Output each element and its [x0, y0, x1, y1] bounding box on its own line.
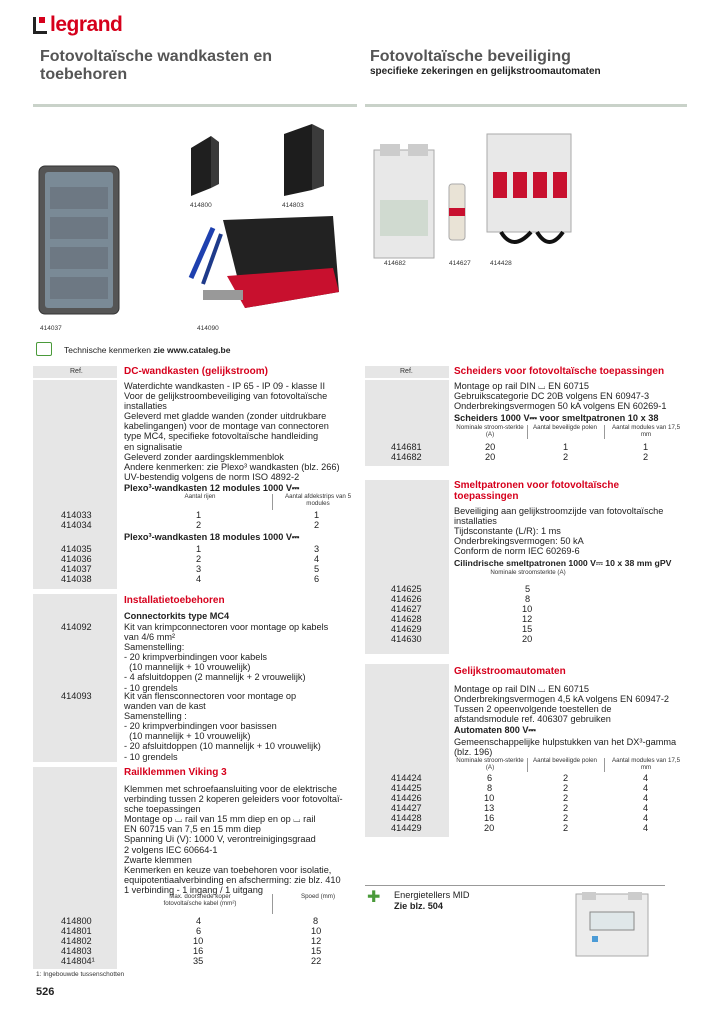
table-row: 414033 1 1: [61, 510, 320, 520]
inst-desc1: Kit van krimpconnectoren voor montage op kabels van 4/6 mm² Samenstelling: - 20 krimpverbindingen voor kabels (10 mannelijk + 10 vrouwelijk) - 4 afsluitdoppen (2 mannelijk + 2 vrouwelijk) - 10 grendels: [124, 622, 329, 693]
rail-terminal-large-image: [278, 120, 328, 198]
sch-table: [365, 442, 695, 462]
table-row: 414425 8 2 4: [391, 783, 649, 793]
dc-col-strips: Aantal afdekstrips van 5 modules: [284, 493, 352, 507]
caption-414428: 414428: [490, 260, 512, 267]
gel-description: Montage op rail DIN ⌴ EN 60715 Onderbrekingsvermogen 4,5 kA volgens EN 60947-2 Tussen 2 opeenvolgende toestellen de afstandsmodule ref. 406307 gebruiken: [454, 684, 670, 725]
section-installation-title: Installatietoebehoren: [124, 595, 225, 606]
technical-info-icon: [36, 342, 52, 356]
ref-header-left: Ref.: [70, 368, 83, 375]
caption-414800: 414800: [190, 202, 212, 209]
table-row: 414037 3 5: [61, 564, 320, 574]
table-row: 414801 6 10: [61, 926, 322, 936]
caption-414803: 414803: [282, 202, 304, 209]
table-row: 414804¹ 35 22: [61, 956, 322, 966]
table-row: 414429 20 2 4: [391, 823, 649, 833]
left-page-title: Fotovoltaïsche wandkasten en toebehoren: [40, 48, 273, 83]
dc-col-rows: Aantal rijen: [184, 493, 216, 500]
tech-note: Technische kenmerken zie www.cataleg.be: [64, 345, 231, 355]
table-row: 414428 16 2 4: [391, 813, 649, 823]
legrand-logo: [33, 14, 122, 36]
connector-kit-image: [183, 212, 343, 320]
table-row: 414625 5: [391, 584, 531, 594]
page-number: 526: [36, 986, 55, 998]
table-row: 414034 2 2: [61, 520, 320, 530]
inst-ref1: 414092: [61, 622, 92, 632]
gel-col2: Aantal beveiligde polen: [533, 757, 597, 764]
sch-sub: Scheiders 1000 V⎓ voor smeltpatronen 10 x 38: [454, 413, 659, 423]
table-row: 414802 10 12: [61, 936, 322, 946]
section-rail-title: Railklemmen Viking 3: [124, 767, 227, 778]
gel-description-2: Gemeenschappelijke hulpstukken van het DX³-gamma (blz. 196): [454, 737, 677, 758]
table-row: 414626 8: [391, 594, 531, 604]
inst-sub: Connectorkits type MC4: [124, 611, 230, 621]
smelt-description: Beveiliging aan gelijkstroomzijde van fotovoltaïsche installaties Tijdsconstante (L/R): 1 ms Onderbrekingsvermogen: 50 kA Conform de norm IEC 60269-6: [454, 506, 664, 557]
right-page-subtitle: specifieke zekeringen en gelijkstroomautomaten: [370, 66, 601, 77]
rail-col-pitch: Spoed (mm): [300, 893, 336, 900]
gel-table: [365, 773, 695, 833]
table-row: 414427 13 2 4: [391, 803, 649, 813]
table-row: 414426 10 2 4: [391, 793, 649, 803]
header-rule-left: [33, 104, 357, 107]
caption-414682: 414682: [384, 260, 406, 267]
caption-414627: 414627: [449, 260, 471, 267]
inst-ref2: 414093: [61, 691, 92, 701]
table-row: 414682 20 2 2: [391, 452, 649, 462]
sch-col2: Aantal beveiligde polen: [533, 424, 597, 431]
smelt-table: [365, 584, 695, 644]
fuse-cartridge-image: [447, 180, 467, 244]
caption-414090: 414090: [197, 325, 219, 332]
dc-table-1: [33, 510, 363, 530]
tech-link[interactable]: zie www.cataleg.be: [153, 345, 231, 355]
section-disconnector-title: Scheiders voor fotovoltaïsche toepassingen: [454, 366, 665, 377]
rail-description: Klemmen met schroefaansluiting voor de elektrische verbinding tussen 2 koperen geleiders voor fotovoltaï- sche toepassingen Montage op ⌴ rail van 15 mm diep en op ⌴ rail EN 60715 van 7,5 en 15 mm diep Spanning Ui (V): 1000 V, verontreinigingsgraad 2 volgens IEC 60664-1 Zwarte klemmen Kenmerken en keuze van toebehoren voor isolatie, equipotentiaalverbinding en afscherming: zie blz. 410 1 verbinding - 1 ingang / 1 uitgang: [124, 784, 343, 895]
sch-col3: Aantal modules van 17,5 mm: [611, 424, 681, 438]
table-row: 414038 4 6: [61, 574, 320, 584]
table-row: 414627 10: [391, 604, 533, 614]
gel-col3: Aantal modules van 17,5 mm: [611, 757, 681, 771]
table-row: 414681 20 1 1: [391, 442, 649, 452]
plus-icon: ✚: [367, 889, 381, 906]
inst-desc2: Kit van flensconnectoren voor montage op wanden van de kast Samenstelling : - 20 krimpverbindingen voor basissen (10 mannelijk + 10 vrouwelijk) - 20 afsluitdoppen (10 mannelijk + 10 vrouwelijk) - 10 grendels: [124, 691, 321, 762]
table-row: 414424 6 2 4: [391, 773, 649, 783]
sch-description: Montage op rail DIN ⌴ EN 60715 Gebruikscategorie DC 20B volgens EN 60947-3 Onderbrekingsvermogen 50 kA volgens EN 60269-1: [454, 381, 667, 412]
energy-meter-image: [572, 888, 652, 960]
gel-col1: Nominale stroom-sterkte (A): [456, 757, 524, 771]
footnote: 1: Ingebouwde tussenschotten: [36, 971, 125, 978]
wall-cabinet-image: [38, 165, 120, 315]
energy-link[interactable]: Zie blz. 504: [394, 901, 444, 911]
sch-col1: Nominale stroom-sterkte (A): [456, 424, 524, 438]
right-page-title: Fotovoltaïsche beveiliging: [370, 48, 571, 65]
smelt-col1: Nominale stroomsterkte (A): [490, 569, 566, 576]
rail-terminal-image: [183, 128, 223, 198]
table-row: 414800 4 8: [61, 916, 319, 926]
table-row: 414629 15: [391, 624, 533, 634]
section-dc-title: DC-wandkasten (gelijkstroom): [124, 366, 268, 377]
ref-header-right: Ref.: [400, 368, 413, 375]
rail-col-section: Max. doorsnede koper fotovoltaïsche kabel (mm²): [163, 893, 237, 907]
caption-414037: 414037: [40, 325, 62, 332]
dc-sub1: Plexo³-wandkasten 12 modules 1000 V⎓: [124, 483, 300, 493]
header-rule-right: [365, 104, 687, 107]
energy-label: Energietellers MID: [394, 890, 470, 900]
dc-sub2: Plexo³-wandkasten 18 modules 1000 V⎓: [124, 532, 300, 542]
table-row: 414630 20: [391, 634, 533, 644]
disconnector-image: [370, 140, 440, 260]
table-row: 414035 1 3: [61, 544, 320, 554]
section-fuse-title: Smeltpatronen voor fotovoltaïsche toepassingen: [454, 480, 620, 502]
table-row: 414036 2 4: [61, 554, 320, 564]
rail-table: [33, 916, 363, 966]
table-row: 414628 12: [391, 614, 533, 624]
dc-table-2: [33, 544, 363, 584]
table-row: 414803 16 15: [61, 946, 322, 956]
gel-sub: Automaten 800 V⎓: [454, 725, 536, 735]
dc-breaker-image: [483, 128, 575, 248]
smelt-sub: Cilindrische smeltpatronen 1000 V⎓ 10 x 38 mm gPV: [454, 558, 672, 568]
section-breaker-title: Gelijkstroomautomaten: [454, 666, 566, 677]
dc-description: Waterdichte wandkasten - IP 65 - IP 09 - klasse II Voor de gelijkstroombeveiliging van fotovoltaïsche installaties Geleverd met gladde wanden (zonder uitdrukbare kabelingangen) voor de montage van connectoren type MC4, specifieke fotovoltaïsche handleiding en signalisatie Geleverd zonder aardingsklemmenblok Andere kenmerken: zie Plexo³ wandkasten (blz. 266) UV-bestendig volgens de norm ISO 4892-2: [124, 381, 340, 482]
logo-mark-icon: [33, 17, 47, 34]
brand-name: legrand: [50, 13, 123, 36]
